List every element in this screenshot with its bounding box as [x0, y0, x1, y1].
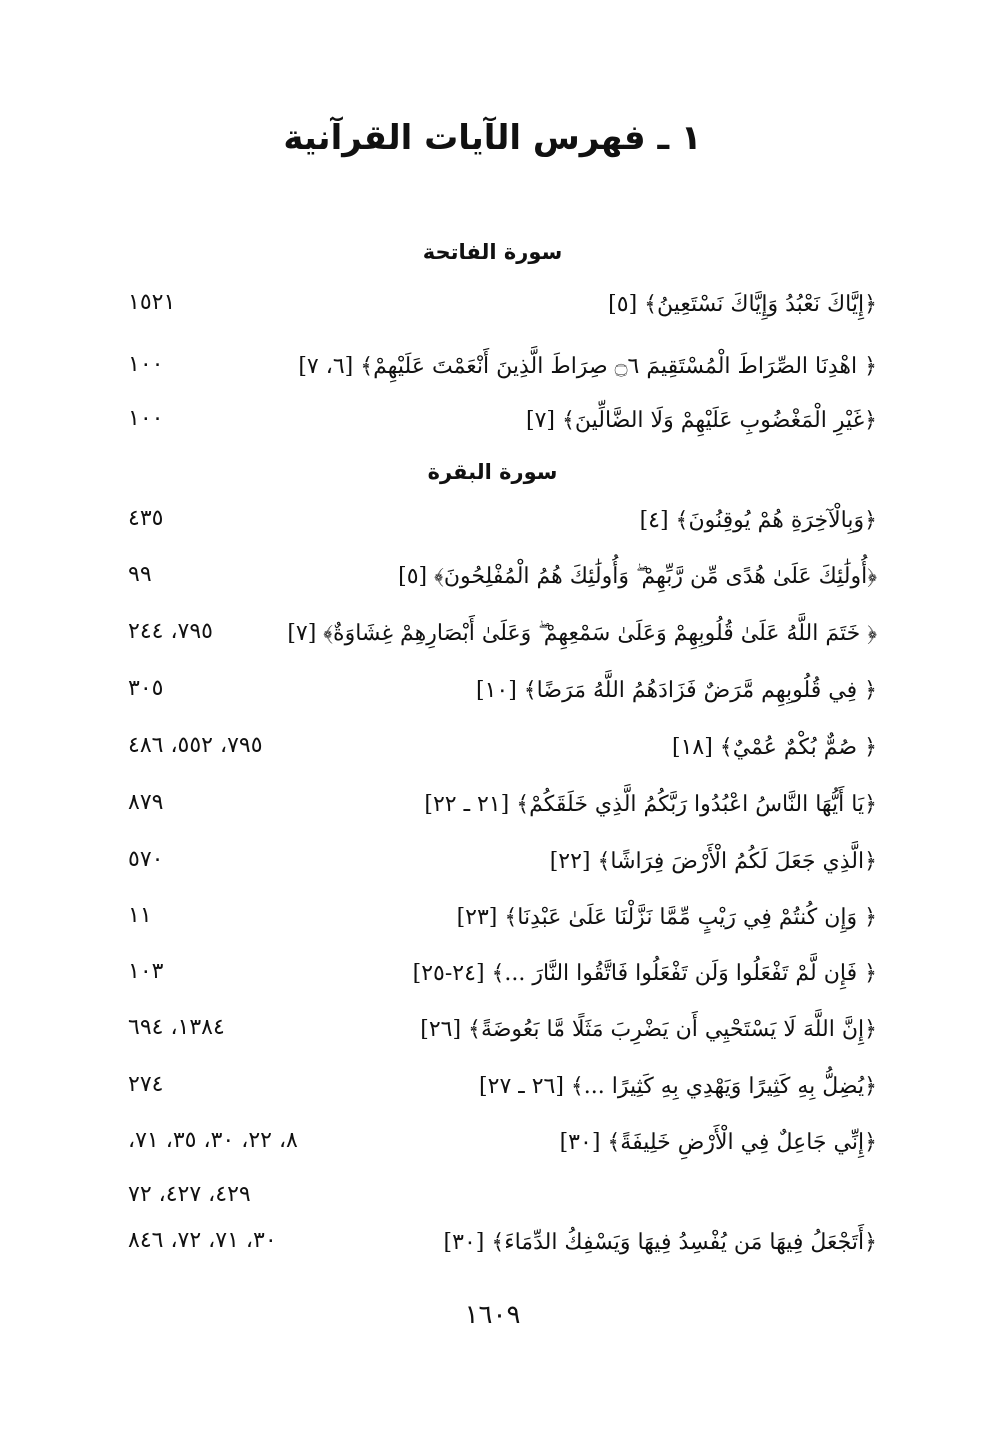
index-entry — [0, 560, 985, 600]
index-entry — [0, 504, 985, 544]
page-number: ١٦٠٩ — [464, 1300, 521, 1330]
page-references-line: ٨، ٢٢، ٣٠، ٣٥، ٧١، — [128, 1128, 298, 1153]
index-entry — [0, 1126, 985, 1216]
verse-text: ﴿يُضِلُّ بِهِ كَثِيرًا وَيَهْدِي بِهِ كَثِيرًا ...﴾ [٢٦ ـ ٢٧] — [479, 1074, 877, 1099]
index-entry — [0, 1226, 985, 1266]
verse-text: ﴿إِيَّاكَ نَعْبُدُ وَإِيَّاكَ نَسْتَعِينُ﴾ [٥] — [608, 292, 877, 317]
page-references: ٢٧٤ — [128, 1072, 164, 1097]
verse-text: ﴿غَيْرِ الْمَغْضُوبِ عَلَيْهِمْ وَلَا الضَّالِّينَ﴾ [٧] — [525, 408, 877, 433]
index-entry — [0, 957, 985, 997]
page-references: ١٥٢١ — [128, 290, 176, 315]
page-references-continuation: ٤٢٩، ٤٢٧، ٧٢ — [128, 1182, 251, 1207]
page-references: ١١ — [128, 903, 152, 928]
page-references: ٣٠، ٧١، ٧٢، ٨٤٦ — [128, 1228, 277, 1253]
verse-text: ﴿أَتَجْعَلُ فِيهَا مَن يُفْسِدُ فِيهَا وَيَسْفِكُ الدِّمَاءَ﴾ [٣٠] — [443, 1230, 877, 1255]
index-entry — [0, 901, 985, 941]
verse-text: ﴿ فَإِن لَّمْ تَفْعَلُوا وَلَن تَفْعَلُوا فَاتَّقُوا النَّارَ ...﴾ [٢٤-٢٥] — [412, 961, 877, 986]
verse-text: ﴿ خَتَمَ اللَّهُ عَلَىٰ قُلُوبِهِمْ وَعَلَىٰ سَمْعِهِمْ ۖ وَعَلَىٰ أَبْصَارِهِمْ غِشَاوَةٌ﴾ [٧] — [287, 621, 877, 646]
index-entry — [0, 288, 985, 328]
page-references: ٩٩ — [128, 562, 152, 587]
index-entry — [0, 350, 985, 390]
index-entry — [0, 1013, 985, 1053]
page-references: ١٣٨٤، ٦٩٤ — [128, 1015, 225, 1040]
page-references: ٨٧٩ — [128, 790, 164, 815]
page-references: ١٠٣ — [128, 959, 164, 984]
index-entry — [0, 731, 985, 771]
verse-text: ﴿ اهْدِنَا الصِّرَاطَ الْمُسْتَقِيمَ ۝٦ صِرَاطَ الَّذِينَ أَنْعَمْتَ عَلَيْهِمْ﴾ [٦، ٧] — [298, 354, 877, 379]
verse-text: ﴿إِنِّي جَاعِلٌ فِي الْأَرْضِ خَلِيفَةً﴾ [٣٠] — [559, 1130, 877, 1155]
surah-heading-fatiha: سورة الفاتحة — [422, 240, 563, 264]
page-title: ١ ـ فهرس الآيات القرآنية — [283, 118, 702, 158]
page-references: ٣٠٥ — [128, 676, 164, 701]
page-references: ٤٣٥ — [128, 506, 164, 531]
index-entry — [0, 674, 985, 714]
page-references: ١٠٠ — [128, 352, 164, 377]
verse-text: ﴿الَّذِي جَعَلَ لَكُمُ الْأَرْضَ فِرَاشًا﴾ [٢٢] — [549, 849, 877, 874]
verse-text: ﴿إِنَّ اللَّهَ لَا يَسْتَحْيِي أَن يَضْرِبَ مَثَلًا مَّا بَعُوضَةً﴾ [٢٦] — [420, 1017, 877, 1042]
page-references — [128, 1126, 298, 1210]
verse-text: ﴿ صُمٌّ بُكْمٌ عُمْيٌ﴾ [١٨] — [672, 735, 877, 760]
surah-heading-baqara: سورة البقرة — [427, 460, 558, 484]
verse-text: ﴿أُولَٰئِكَ عَلَىٰ هُدًى مِّن رَّبِّهِمْ ۖ وَأُولَٰئِكَ هُمُ الْمُفْلِحُونَ﴾ [٥] — [398, 564, 877, 589]
verse-text: ﴿ وَإِن كُنتُمْ فِي رَيْبٍ مِّمَّا نَزَّلْنَا عَلَىٰ عَبْدِنَا﴾ [٢٣] — [456, 905, 877, 930]
verse-text: ﴿يَا أَيُّهَا النَّاسُ اعْبُدُوا رَبَّكُمُ الَّذِي خَلَقَكُمْ﴾ [٢١ ـ ٢٢] — [424, 792, 877, 817]
index-entry — [0, 1070, 985, 1110]
verse-text: ﴿ فِي قُلُوبِهِم مَّرَضٌ فَزَادَهُمُ اللَّهُ مَرَضًا﴾ [١٠] — [475, 678, 877, 703]
page-references: ٧٩٥، ٥٥٢، ٤٨٦ — [128, 733, 263, 758]
page-references: ٧٩٥، ٢٤٤ — [128, 619, 213, 644]
page-references: ١٠٠ — [128, 406, 164, 431]
index-entry — [0, 404, 985, 444]
index-entry — [0, 788, 985, 828]
page-references: ٥٧٠ — [128, 847, 164, 872]
verse-text: ﴿وَبِالْآخِرَةِ هُمْ يُوقِنُونَ﴾ [٤] — [639, 508, 877, 533]
index-entry — [0, 617, 985, 657]
index-entry — [0, 845, 985, 885]
